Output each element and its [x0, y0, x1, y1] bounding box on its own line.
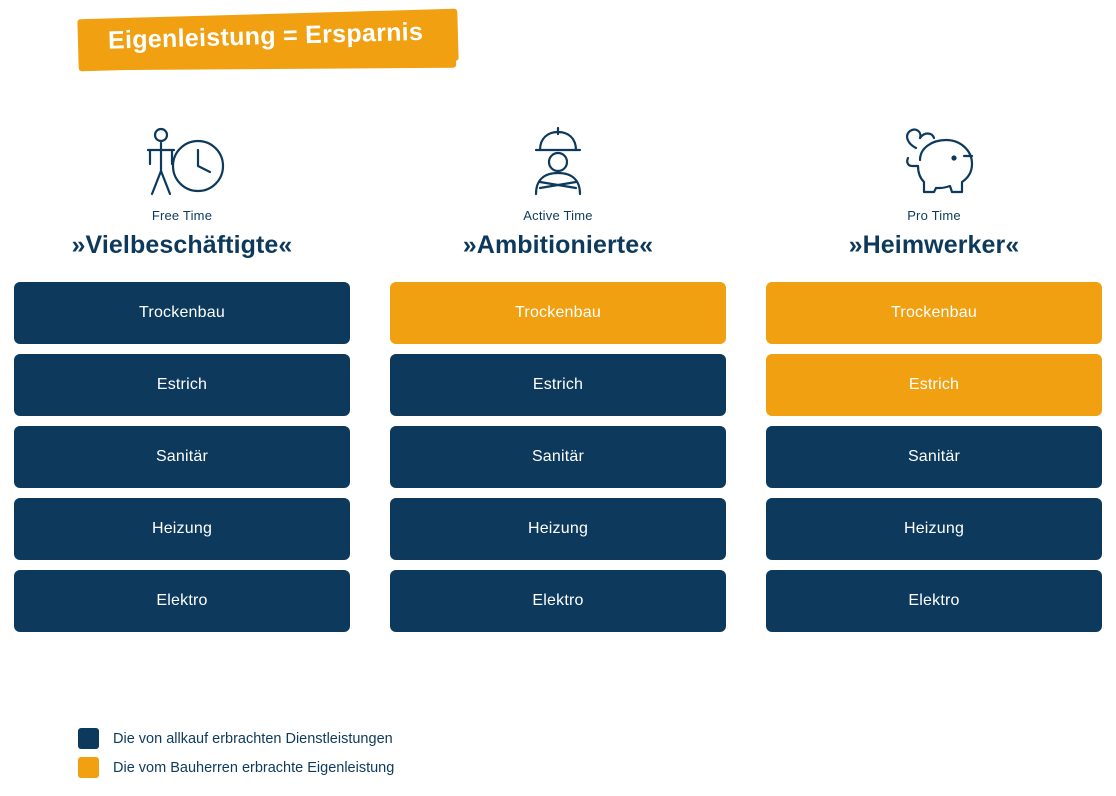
column-vielbeschaeftigte: [14, 118, 350, 632]
bar-heizung[interactable]: Heizung: [766, 498, 1102, 560]
legend-swatch-orange: [78, 757, 99, 778]
bar-heizung[interactable]: Heizung: [390, 498, 726, 560]
banner: [78, 14, 468, 76]
column-heimwerker: [766, 118, 1102, 632]
banner-title: Eigenleistung = Ersparnis: [107, 17, 424, 55]
column-subtitle: Pro Time: [907, 208, 961, 223]
legend: [78, 728, 394, 778]
legend-item-owner-work: [78, 757, 394, 778]
column-subtitle: Active Time: [523, 208, 593, 223]
bar-heizung[interactable]: Heizung: [14, 498, 350, 560]
bar-sanitaer[interactable]: Sanitär: [14, 426, 350, 488]
bar-elektro[interactable]: Elektro: [766, 570, 1102, 632]
worker-helmet-icon: [522, 118, 594, 204]
legend-label: Die vom Bauherren erbrachte Eigenleistung: [113, 759, 395, 776]
bar-trockenbau[interactable]: Trockenbau: [390, 282, 726, 344]
comparison-columns: [0, 118, 1116, 632]
column-ambitionierte: [390, 118, 726, 632]
bar-sanitaer[interactable]: Sanitär: [390, 426, 726, 488]
column-subtitle: Free Time: [151, 208, 213, 223]
bar-elektro[interactable]: Elektro: [390, 570, 726, 632]
bar-estrich[interactable]: Estrich: [390, 354, 726, 416]
column-bars: [766, 282, 1102, 632]
bar-trockenbau[interactable]: Trockenbau: [766, 282, 1102, 344]
legend-label: Die von allkauf erbrachten Dienstleistungen: [113, 730, 393, 747]
column-title: »Ambitionierte«: [462, 231, 654, 259]
bar-estrich[interactable]: Estrich: [14, 354, 350, 416]
person-clock-icon: [136, 118, 228, 204]
bar-sanitaer[interactable]: Sanitär: [766, 426, 1102, 488]
legend-swatch-navy: [78, 728, 99, 749]
bar-trockenbau[interactable]: Trockenbau: [14, 282, 350, 344]
column-title: »Heimwerker«: [848, 231, 1020, 259]
column-bars: [390, 282, 726, 632]
column-bars: [14, 282, 350, 632]
column-title: »Vielbeschäftigte«: [71, 231, 293, 259]
bar-estrich[interactable]: Estrich: [766, 354, 1102, 416]
legend-item-services: [78, 728, 394, 749]
piggy-bank-icon: [890, 118, 978, 204]
bar-elektro[interactable]: Elektro: [14, 570, 350, 632]
